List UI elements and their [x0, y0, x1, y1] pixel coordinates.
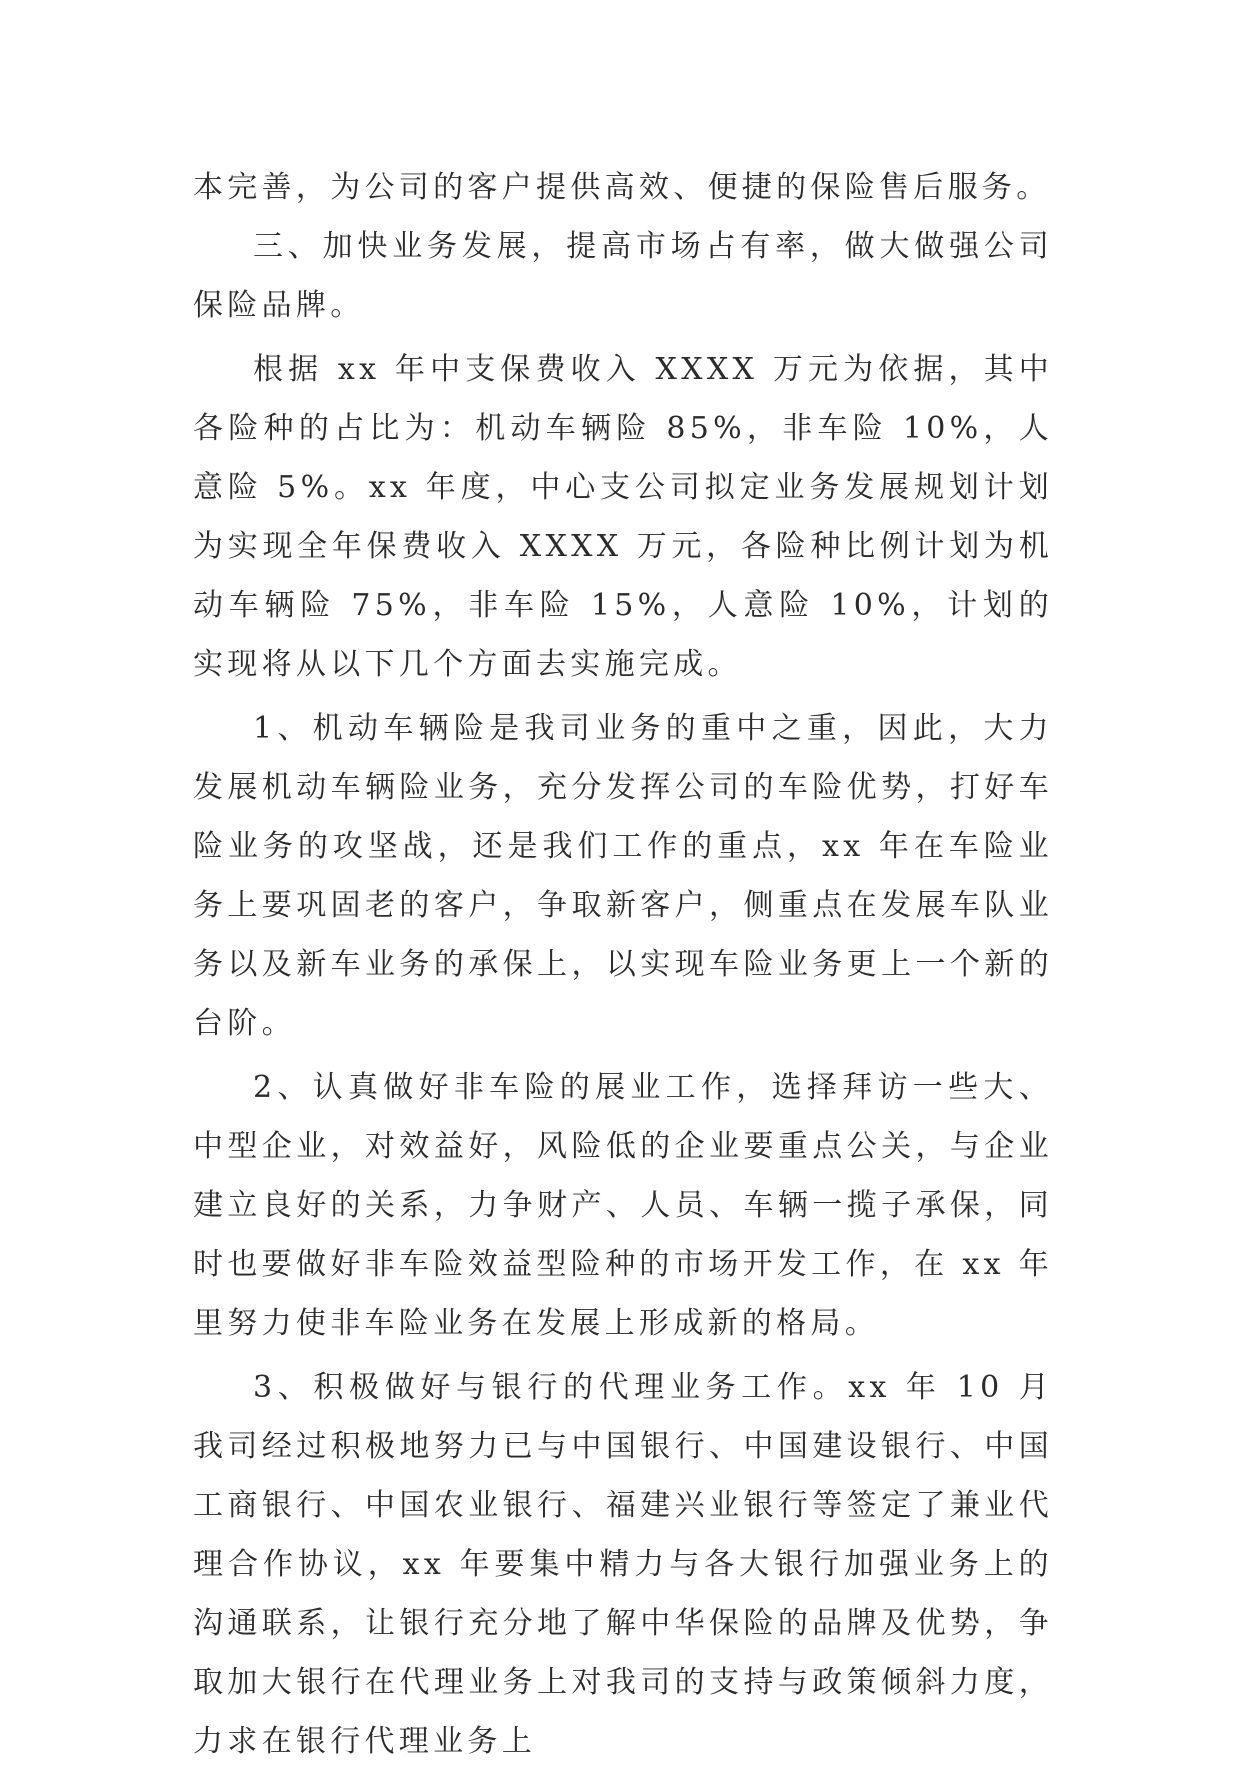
paragraph-premium-plan: 根据 xx 年中支保费收入 XXXX 万元为依据，其中各险种的占比为：机动车辆险 85%，非车险 10%，人意险 5%。xx 年度，中心支公司拟定业务发展规划计划为实现全年保费收入 XXXX 万元，各险种比例计划为机动车辆险 75%，非车险 15%，人意险 10%，计划的实现将从以下几个方面去实施完成。 [193, 352, 1053, 682]
section-heading-3: 三、加快业务发展，提高市场占有率，做大做强公司保险品牌。 [193, 229, 1053, 323]
document-body [193, 158, 1053, 1771]
paragraph-item-1: 1、机动车辆险是我司业务的重中之重，因此，大力发展机动车辆险业务，充分发挥公司的车险优势，打好车险业务的攻坚战，还是我们工作的重点，xx 年在车险业务上要巩固老的客户，争取新客户，侧重点在发展车队业务以及新车业务的承保上，以实现车险业务更上一个新的台阶。 [193, 711, 1053, 1041]
paragraph-item-3: 3、积极做好与银行的代理业务工作。xx 年 10 月我司经过积极地努力已与中国银行、中国建设银行、中国工商银行、中国农业银行、福建兴业银行等签定了兼业代理合作协议，xx 年要集中精力与各大银行加强业务上的沟通联系，让银行充分地了解中华保险的品牌及优势，争取加大银行在代理业务上对我司的支持与政策倾斜力度，力求在银行代理业务上 [193, 1370, 1053, 1759]
paragraph-continuation: 本完善，为公司的客户提供高效、便捷的保险售后服务。 [193, 170, 1051, 205]
paragraph-item-2: 2、认真做好非车险的展业工作，选择拜访一些大、中型企业，对效益好，风险低的企业要重点公关，与企业建立良好的关系，力争财产、人员、车辆一揽子承保，同时也要做好非车险效益型险种的市场开发工作，在 xx 年里努力使非车险业务在发展上形成新的格局。 [193, 1070, 1053, 1341]
